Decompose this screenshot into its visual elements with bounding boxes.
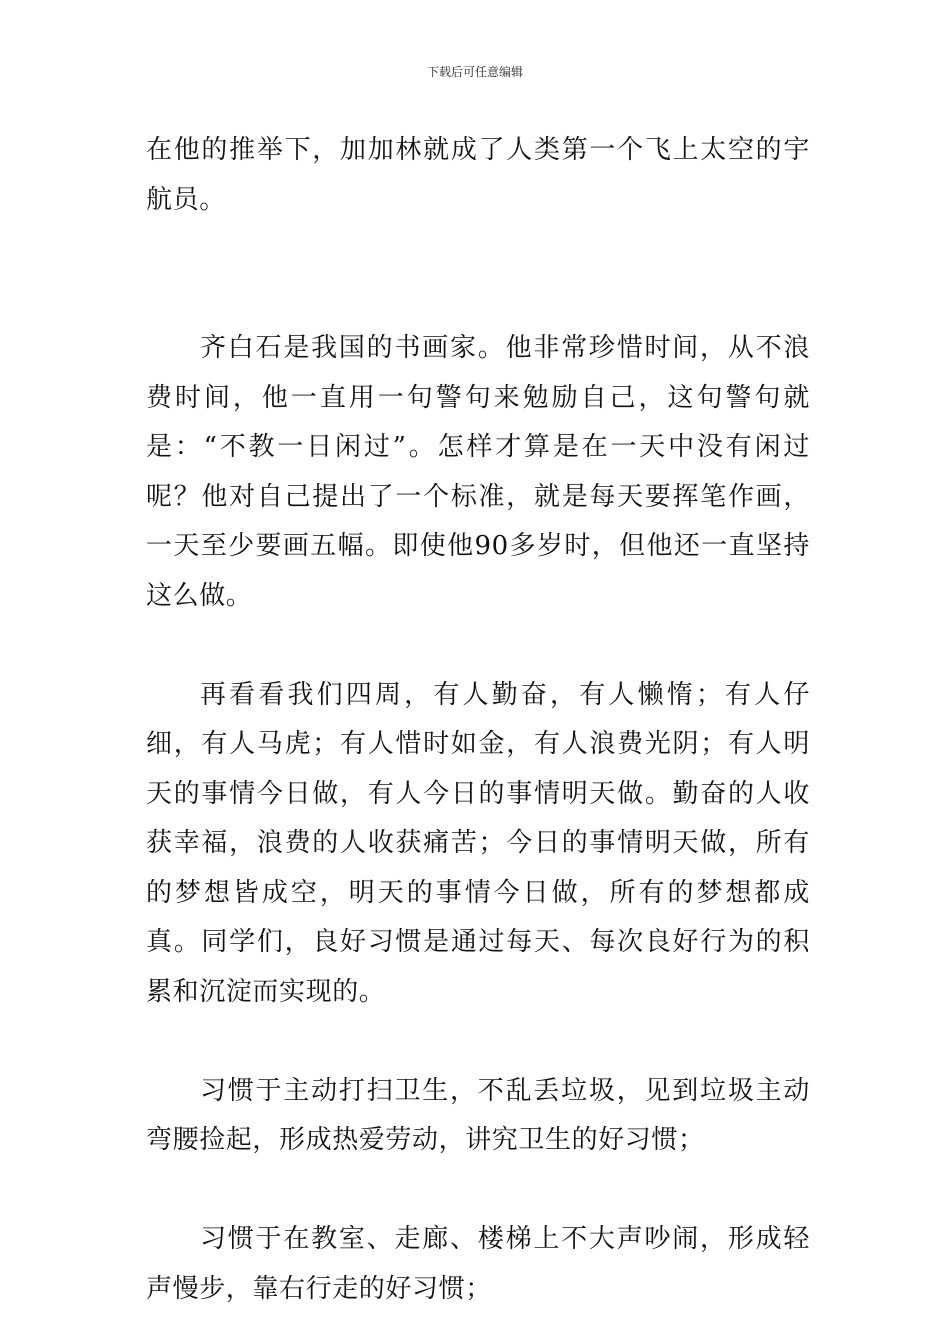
paragraph-1: 在他的推举下，加加林就成了人类第一个飞上太空的宇航员。 [146, 135, 810, 215]
document-body [146, 126, 810, 1314]
paragraph-2: 齐白石是我国的书画家。他非常珍惜时间，从不浪费时间，他一直用一句警句来勉励自己，这句警句就是：“不教一日闲过”。怎样才算是在一天中没有闲过呢？他对自己提出了一个标准，就是每天要挥笔作画，一天至少要画五幅。即使他90多岁时，但他还一直坚持这么做。 [146, 333, 810, 611]
paragraph-5: 习惯于在教室、走廊、楼梯上不大声吵闹，形成轻声慢步，靠右行走的好习惯； [146, 1224, 810, 1304]
paragraph-4: 习惯于主动打扫卫生，不乱丢垃圾，见到垃圾主动弯腰捡起，形成热爱劳动，讲究卫生的好习惯； [146, 1075, 810, 1155]
page-header-note: 下载后可任意编辑 [426, 65, 523, 79]
paragraph-3: 再看看我们四周，有人勤奋，有人懒惰；有人仔细，有人马虎；有人惜时如金，有人浪费光阴；有人明天的事情今日做，有人今日的事情明天做。勤奋的人收获幸福，浪费的人收获痛苦；今日的事情明天做，所有的梦想皆成空，明天的事情今日做，所有的梦想都成真。同学们，良好习惯是通过每天、每次良好行为的积累和沉淀而实现的。 [146, 679, 810, 1007]
